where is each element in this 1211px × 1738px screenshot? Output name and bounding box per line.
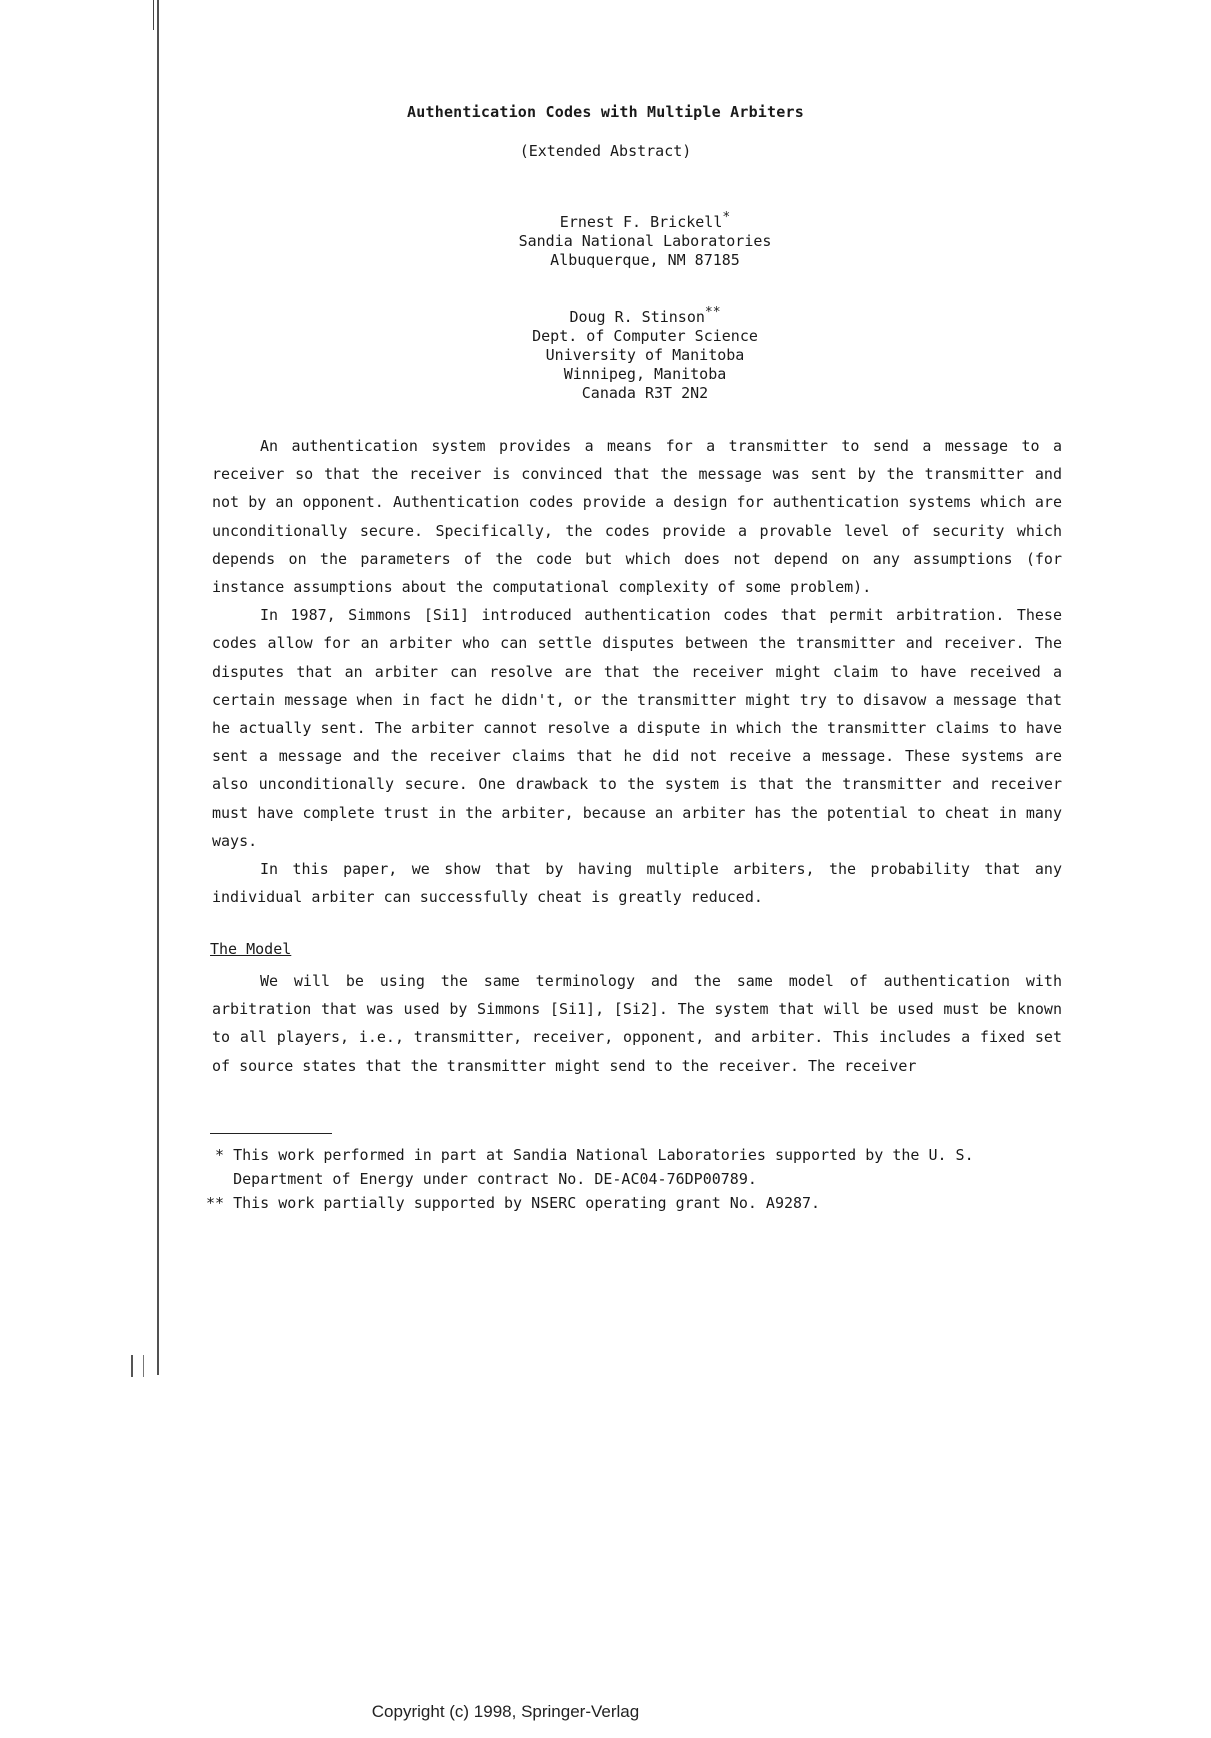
author-affiliation-line: Albuquerque, NM 87185 xyxy=(550,251,740,269)
paper-title: Authentication Codes with Multiple Arbiters xyxy=(407,103,804,121)
abstract-paragraph: In 1987, Simmons [Si1] introduced authentication codes that permit arbitration. These codes allow for an arbiter who can settle disputes between the transmitter and receiver. The disputes that an arbiter can resolve are that the receiver might claim to have received a certain message when in fact he didn't, or the transmitter might try to disavow a message that he actually sent. The arbiter cannot resolve a dispute in which the transmitter claims to have sent a message and the receiver claims that he did not receive a message. These systems are also unconditionally secure. One drawback to the system is that the transmitter and receiver must have complete trust in the arbiter, because an arbiter has the potential to cheat in many ways. xyxy=(212,606,1062,850)
scan-artifact-mark xyxy=(131,1355,144,1377)
author-affiliation-line: Winnipeg, Manitoba xyxy=(563,365,727,383)
footnote-line: * This work performed in part at Sandia National Laboratories supported by the U. S. xyxy=(206,1146,974,1164)
author-affiliation-line: Canada R3T 2N2 xyxy=(581,384,709,402)
scan-binding-edge-top xyxy=(153,0,154,30)
footnote-divider xyxy=(210,1133,332,1134)
footnote-line: ** This work partially supported by NSERC operating grant No. A9287. xyxy=(206,1194,821,1212)
abstract-body xyxy=(212,432,1062,911)
author-footnote-mark: ** xyxy=(704,305,721,320)
author-name-line xyxy=(0,208,1211,232)
author-affiliation-line: Sandia National Laboratories xyxy=(518,232,772,250)
author-footnote-mark: * xyxy=(722,210,731,225)
abstract-paragraph: In this paper, we show that by having multiple arbiters, the probability that any individual arbiter can successfully cheat is greatly reduced. xyxy=(212,860,1062,907)
author-name: Ernest F. Brickell xyxy=(559,213,723,231)
author-name: Doug R. Stinson xyxy=(569,308,705,326)
author-block-1 xyxy=(0,208,1211,270)
author-affiliation-line: University of Manitoba xyxy=(545,346,745,364)
footnotes xyxy=(206,1143,1066,1215)
model-body xyxy=(212,967,1062,1080)
footnote-line: Department of Energy under contract No. DE-AC04-76DP00789. xyxy=(206,1170,757,1188)
paper-subtitle: (Extended Abstract) xyxy=(519,142,692,160)
abstract-paragraph: An authentication system provides a means for a transmitter to send a message to a receiver so that the receiver is convinced that the message was sent by the transmitter and not by an opponent. Authentication codes provide a design for authentication systems which are unconditionally secure. Specifically, the codes provide a provable level of security which depends on the parameters of the code but which does not depend on any assumptions (for instance assumptions about the computational complexity of some problem). xyxy=(212,437,1062,597)
section-paragraph: We will be using the same terminology and the same model of authentication with arbitration that was used by Simmons [Si1], [Si2]. The system that will be used must be known to all players, i.e., transmitter, receiver, opponent, and arbiter. This includes a fixed set of source states that the transmitter might send to the receiver. The receiver xyxy=(212,972,1062,1075)
section-heading: The Model xyxy=(210,940,292,958)
author-affiliation-line: Dept. of Computer Science xyxy=(532,327,758,345)
copyright-notice: Copyright (c) 1998, Springer-Verlag xyxy=(371,1702,640,1721)
author-block-2 xyxy=(0,303,1211,403)
author-name-line xyxy=(0,303,1211,327)
scan-binding-edge xyxy=(157,0,159,1375)
